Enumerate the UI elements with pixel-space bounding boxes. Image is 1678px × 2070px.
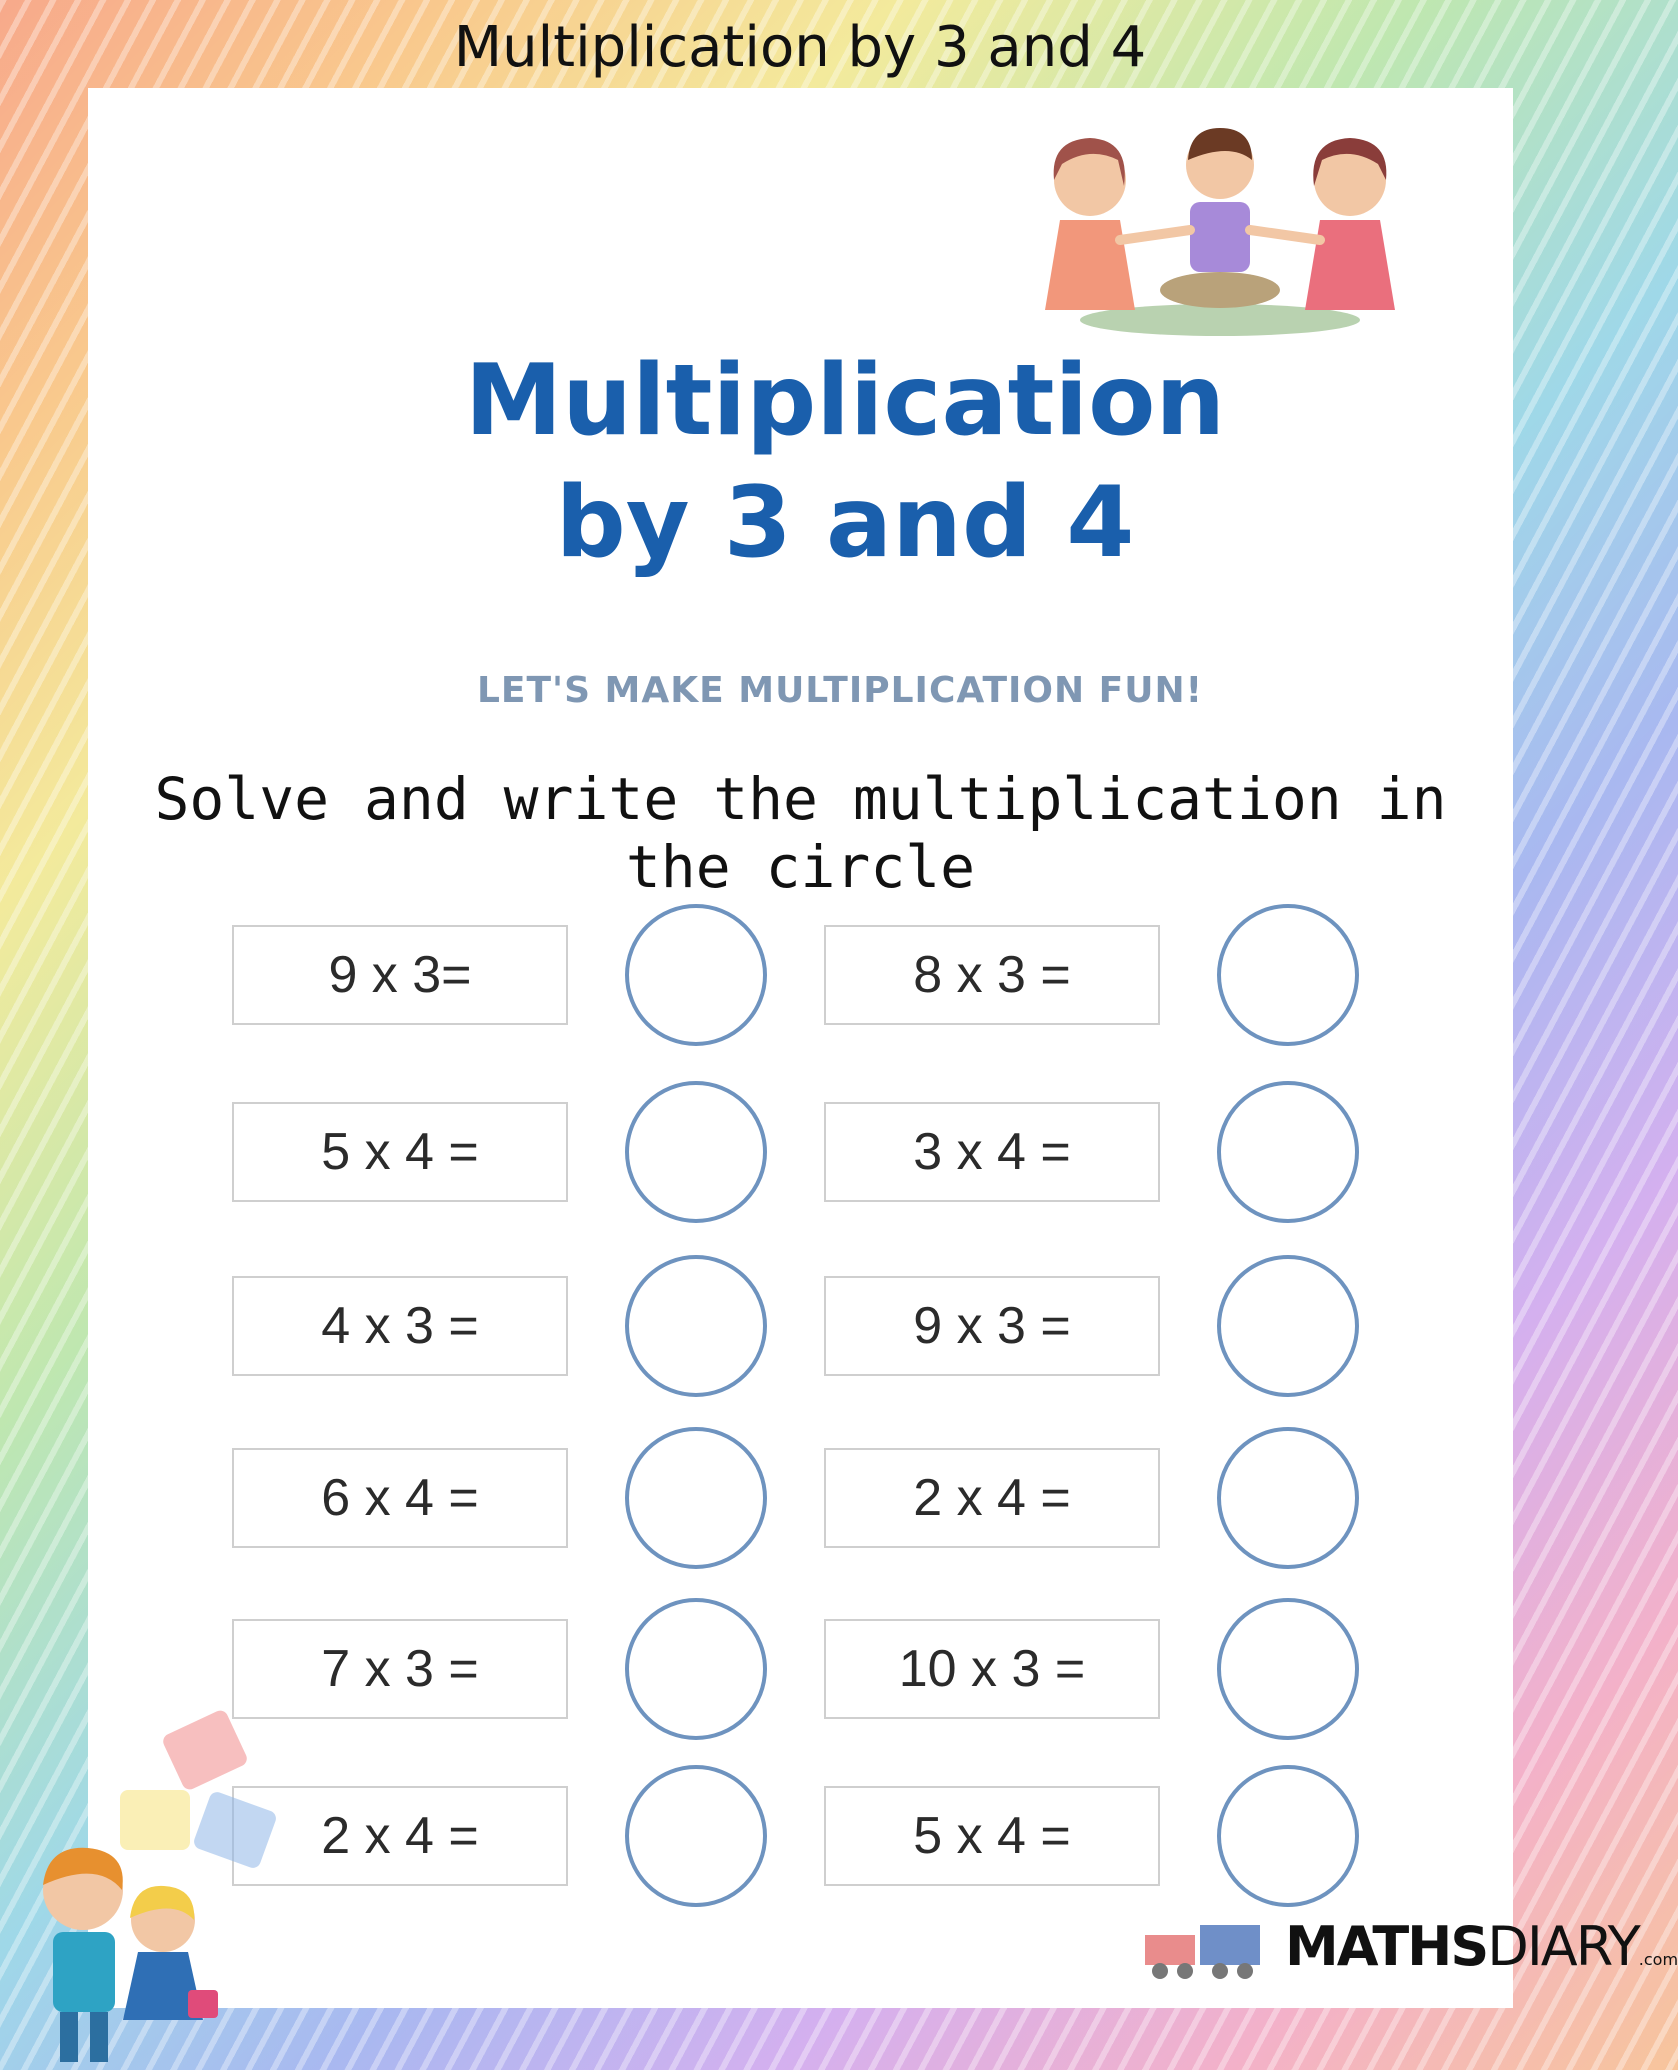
answer-circle-right-4[interactable] [1217,1427,1359,1569]
problem-right-2: 3 x 4 = [824,1102,1160,1202]
answer-circle-right-6[interactable] [1217,1765,1359,1907]
boy-center-figure [1160,128,1280,308]
answer-circle-right-3[interactable] [1217,1255,1359,1397]
answer-circle-left-2[interactable] [625,1081,767,1223]
problem-left-2: 5 x 4 = [232,1102,568,1202]
problem-left-5: 7 x 3 = [232,1619,568,1719]
heading-line-1: Multiplication [464,344,1226,458]
instruction-text: Solve and write the multiplication in the circle [154,765,1447,901]
brand-part-3: .com [1638,1950,1678,1969]
heading-line-2: by 3 and 4 [555,466,1135,580]
toy-train-icon [1140,1915,1270,1985]
answer-circle-left-6[interactable] [625,1765,767,1907]
answer-circle-right-1[interactable] [1217,904,1359,1046]
answer-circle-left-5[interactable] [625,1598,767,1740]
answer-circle-right-2[interactable] [1217,1081,1359,1223]
school-kids-illustration [18,1840,228,2070]
answer-circle-left-3[interactable] [625,1255,767,1397]
answer-circle-left-4[interactable] [625,1427,767,1569]
problem-right-4: 2 x 4 = [824,1448,1160,1548]
brand-part-2: DIARY [1487,1915,1639,1978]
problem-right-5: 10 x 3 = [824,1619,1160,1719]
problem-left-6: 2 x 4 = [232,1786,568,1886]
page-title: Multiplication by 3 and 4 [453,15,1147,80]
problem-right-1: 8 x 3 = [824,925,1160,1025]
answer-circle-left-1[interactable] [625,904,767,1046]
girl-left-figure [1045,138,1135,310]
girl-right-figure [1305,138,1395,310]
problem-right-6: 5 x 4 = [824,1786,1160,1886]
problem-left-1: 9 x 3= [232,925,568,1025]
problem-left-3: 4 x 3 = [232,1276,568,1376]
answer-circle-right-5[interactable] [1217,1598,1359,1740]
brand-part-1: MATHS [1285,1915,1488,1978]
brand-logo [1285,1912,1678,1982]
problem-right-3: 9 x 3 = [824,1276,1160,1376]
kids-illustration [1020,120,1420,340]
problem-left-4: 6 x 4 = [232,1448,568,1548]
worksheet-heading [420,340,1270,584]
tagline: LET'S MAKE MULTIPLICATION FUN! [476,670,1204,711]
